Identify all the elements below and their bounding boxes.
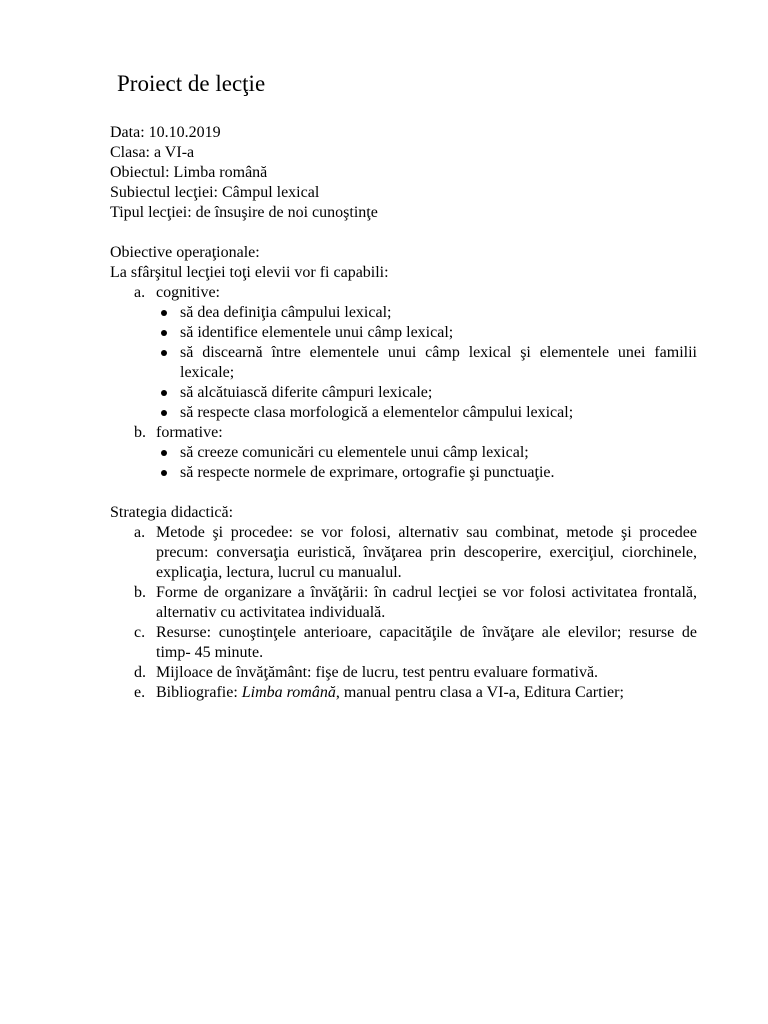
list-item-text: să alcătuiască diferite câmpuri lexicale; [180,384,433,401]
strategy-item-resources [110,623,697,663]
meta-topic: Subiectul lecţiei: Câmpul lexical [110,184,320,201]
bullet-icon [161,450,167,456]
strategy-item-text: Mijloace de învăţământ: fişe de lucru, test pentru evaluare formativă. [156,664,599,681]
objective-group-cognitive [110,283,697,423]
bullet-icon [161,330,167,336]
objectives-section [110,243,697,483]
list-marker: c. [134,624,146,641]
bullet-icon [161,470,167,476]
strategy-item-text: Metode şi procedee: se vor folosi, alternativ sau combinat, metode şi procedee precum: conversaţia euristică, învăţarea prin descoperire, exerciţiul, ciorchinele, explicaţia, lectura, lucrul cu manualul. [156,524,697,581]
list-item-text: să respecte clasa morfologică a elementelor câmpului lexical; [180,404,574,421]
strategy-section [110,503,697,703]
meta-date: Data: 10.10.2019 [110,124,221,141]
cognitive-objectives-list [156,303,697,423]
list-marker: d. [134,664,146,681]
strategy-item-text: Resurse: cunoştinţele anterioare, capacităţile de învăţare ale elevilor; resurse de timp- 45 minute. [156,624,697,661]
objectives-groups [110,283,697,483]
meta-lesson-type: Tipul lecţiei: de însuşire de noi cunoştinţe [110,204,378,221]
lesson-meta [110,123,697,223]
list-item [156,463,697,483]
list-item-text: să dea definiţia câmpului lexical; [180,304,392,321]
list-item-text: să identifice elementele unui câmp lexical; [180,324,454,341]
list-item [156,303,697,323]
bullet-icon [161,390,167,396]
bullet-icon [161,350,167,356]
strategy-item-text: Forme de organizare a învăţării: în cadrul lecţiei se vor folosi activitatea frontală, alternativ cu activitatea individuală. [156,584,697,621]
list-item [156,323,697,343]
bibliography-prefix: Bibliografie: [156,684,242,701]
bibliography-book-title: Limba română [241,684,336,701]
objective-group-formative [110,423,697,483]
objective-group-label: formative: [156,424,223,441]
list-marker: a. [134,524,146,541]
list-item [156,443,697,463]
list-item-text: să respecte normele de exprimare, ortografie şi punctuaţie. [180,464,555,481]
list-item-text: să discearnă între elementele unui câmp lexical şi elementele unei familii lexicale; [180,344,697,381]
list-marker: a. [134,284,146,301]
formative-objectives-list [156,443,697,483]
objectives-intro: La sfârşitul lecţiei toţi elevii vor fi capabili: [110,264,389,281]
bibliography-suffix: , manual pentru clasa a VI-a, Editura Cartier; [335,684,624,701]
document-body [110,123,697,703]
list-item [156,403,697,423]
objective-group-label: cognitive: [156,284,220,301]
list-marker: e. [134,684,146,701]
strategy-item-bibliography [110,683,697,703]
list-marker: b. [134,584,146,601]
objectives-heading: Obiective operaţionale: [110,244,260,261]
strategy-heading: Strategia didactică: [110,504,234,521]
strategy-item-organization [110,583,697,623]
bullet-icon [161,310,167,316]
list-marker: b. [134,424,146,441]
list-item [156,383,697,403]
bullet-icon [161,410,167,416]
list-item [156,343,697,383]
list-item-text: să creeze comunicări cu elementele unui câmp lexical; [180,444,529,461]
strategy-item-means [110,663,697,683]
strategy-item-methods [110,523,697,583]
document-title: Proiect de lecţie [117,71,266,96]
strategy-list [110,523,697,703]
meta-class: Clasa: a VI-a [110,144,195,161]
meta-subject: Obiectul: Limba română [110,164,268,181]
